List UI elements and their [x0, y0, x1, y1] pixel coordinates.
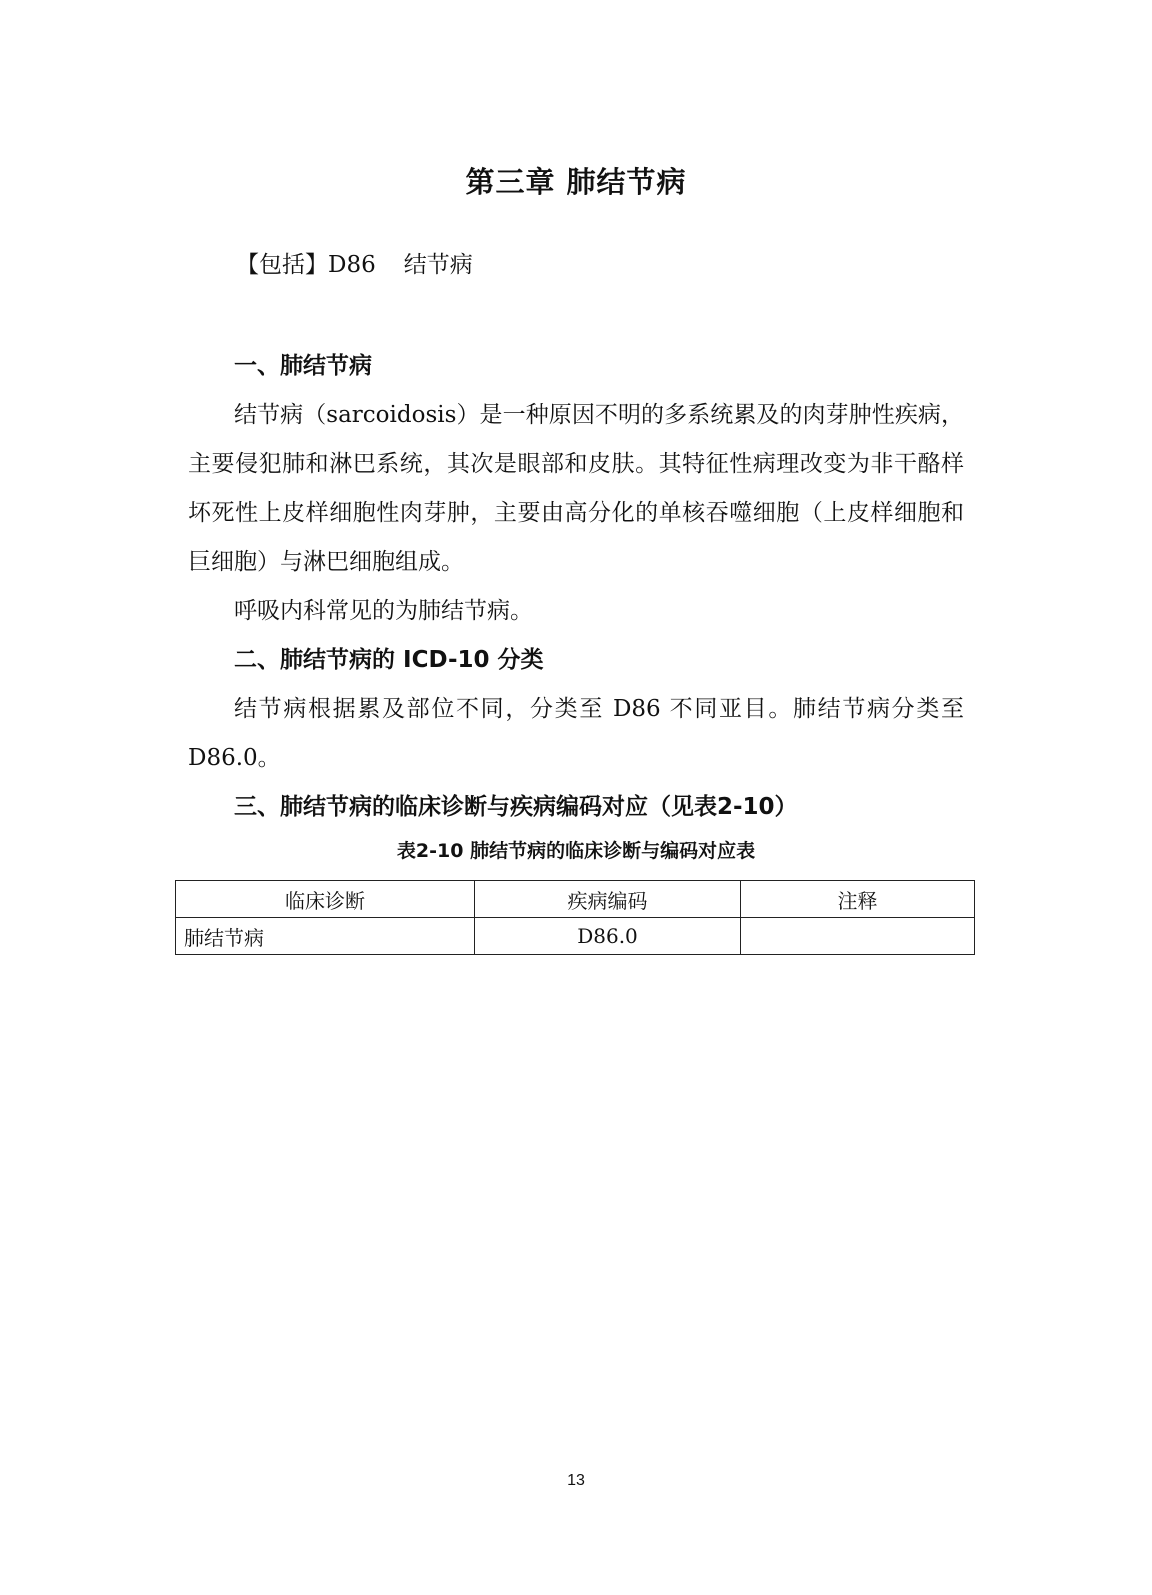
table-row — [176, 918, 975, 955]
table-header-notes: 注释 — [741, 881, 975, 918]
table-cell-diagnosis: 肺结节病 — [176, 918, 475, 955]
section-1-paragraph-2: 呼吸内科常见的为肺结节病。 — [234, 598, 533, 624]
section-heading-3: 三、肺结节病的临床诊断与疾病编码对应（见表2-10） — [234, 794, 798, 820]
section-heading-2: 二、肺结节病的 ICD-10 分类 — [234, 647, 544, 673]
include-line — [236, 246, 473, 279]
table-header-code: 疾病编码 — [475, 881, 741, 918]
table-header-diagnosis: 临床诊断 — [176, 881, 475, 918]
include-prefix: 【包括】D86 — [236, 252, 376, 278]
table-header-row — [176, 881, 975, 918]
table-cell-notes — [741, 918, 975, 955]
page-number: 13 — [567, 1472, 585, 1489]
diagnosis-code-table — [175, 880, 975, 955]
include-text: 结节病 — [403, 252, 473, 278]
document-body — [188, 342, 964, 832]
section-2-paragraph-1: 结节病根据累及部位不同，分类至 D86 不同亚目。肺结节病分类至 D86.0。 — [188, 696, 964, 771]
section-heading-1: 一、肺结节病 — [234, 353, 372, 379]
table-cell-code: D86.0 — [475, 918, 741, 955]
table-caption: 表2-10 肺结节病的临床诊断与编码对应表 — [396, 840, 756, 862]
chapter-title: 第三章 肺结节病 — [465, 165, 687, 199]
section-1-paragraph-1: 结节病（sarcoidosis）是一种原因不明的多系统累及的肉芽肿性疾病，主要侵犯肺和淋巴系统，其次是眼部和皮肤。其特征性病理改变为非干酪样坏死性上皮样细胞性肉芽肿，主要由高分化的单核吞噬细胞（上皮样细胞和巨细胞）与淋巴细胞组成。 — [188, 402, 964, 575]
